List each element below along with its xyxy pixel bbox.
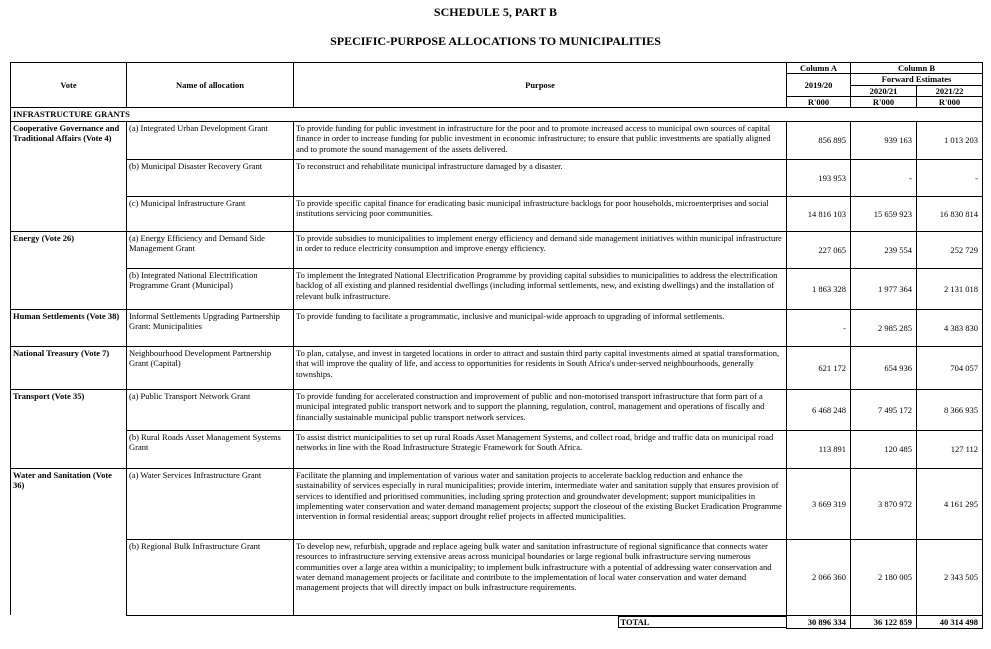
- allocation-name: Informal Settlements Upgrading Partnership Grant: Municipalities: [127, 309, 294, 346]
- vote-cell: National Treasury (Vote 7): [11, 346, 127, 389]
- header-name: Name of allocation: [127, 63, 294, 108]
- total-2020-21: 36 122 859: [851, 615, 917, 628]
- value-2020-21: 3 870 972: [851, 468, 917, 539]
- vote-cell: Human Settlements (Vote 38): [11, 309, 127, 346]
- total-2019-20: 30 896 334: [787, 615, 851, 628]
- value-2021-22: 16 830 814: [917, 196, 983, 231]
- value-2019-20: 856 895: [787, 121, 851, 159]
- total-2021-22: 40 314 498: [917, 615, 983, 628]
- allocation-name: (b) Integrated National Electrification Programme Grant (Municipal): [127, 268, 294, 309]
- value-2021-22: 127 112: [917, 430, 983, 468]
- header-column-b: Column B: [851, 63, 983, 74]
- vote-cell: [11, 539, 127, 615]
- allocation-name: (a) Energy Efficiency and Demand Side Management Grant: [127, 231, 294, 268]
- value-2021-22: 2 131 018: [917, 268, 983, 309]
- vote-cell: Energy (Vote 26): [11, 231, 127, 268]
- table-row: [11, 309, 983, 346]
- allocation-purpose: To reconstruct and rehabilitate municipal infrastructure damaged by a disaster.: [294, 159, 787, 196]
- value-2020-21: 2 985 285: [851, 309, 917, 346]
- value-2019-20: 14 816 103: [787, 196, 851, 231]
- table-row: [11, 346, 983, 389]
- table-row: [11, 430, 983, 468]
- value-2020-21: 120 485: [851, 430, 917, 468]
- vote-cell: [11, 159, 127, 196]
- vote-cell: [11, 430, 127, 468]
- table-row: [11, 539, 983, 615]
- allocation-name: (b) Rural Roads Asset Management Systems Grant: [127, 430, 294, 468]
- value-2021-22: 4 383 830: [917, 309, 983, 346]
- value-2020-21: 939 163: [851, 121, 917, 159]
- header-year-b2: 2021/22: [917, 85, 983, 96]
- value-2021-22: 2 343 505: [917, 539, 983, 615]
- value-2020-21: -: [851, 159, 917, 196]
- allocation-name: Neighbourhood Development Partnership Grant (Capital): [127, 346, 294, 389]
- allocation-name: (c) Municipal Infrastructure Grant: [127, 196, 294, 231]
- table-row: [11, 268, 983, 309]
- value-2021-22: 1 013 203: [917, 121, 983, 159]
- table-row: [11, 159, 983, 196]
- header-column-a: Column A: [787, 63, 851, 74]
- allocation-name: (b) Municipal Disaster Recovery Grant: [127, 159, 294, 196]
- allocation-purpose: To implement the Integrated National Electrification Programme by providing capital subsidies to municipalities to address the electrification backlog of all existing and planned residential dwellings (including informal settlements, new, and existing dwellings) and the installation of relevant bulk infrastructure.: [294, 268, 787, 309]
- header-unit-a: R'000: [787, 97, 851, 108]
- value-2019-20: 193 953: [787, 159, 851, 196]
- allocation-purpose: Facilitate the planning and implementation of various water and sanitation projects to accelerate backlog reduction and enhance the sustainability of services especially in rural municipalities; provide interim, intermediate water and sanitation supply that ensures provision of services to identified and prioritised communities, including spring protection and groundwater development; support municipalities in implementing water conservation and water demand management projects; support the closeout of the existing Bucket Eradication Programme intervention in formal residential areas; support drought relief projects in affected municipalities.: [294, 468, 787, 539]
- table-row: [11, 121, 983, 159]
- vote-cell: Transport (Vote 35): [11, 389, 127, 430]
- table-row: [11, 196, 983, 231]
- table-row: [11, 389, 983, 430]
- header-unit-b2: R'000: [917, 97, 983, 108]
- allocation-name: (a) Public Transport Network Grant: [127, 389, 294, 430]
- table-row: [11, 468, 983, 539]
- header-year-b1: 2020/21: [851, 85, 917, 96]
- value-2020-21: 15 659 923: [851, 196, 917, 231]
- value-2020-21: 654 936: [851, 346, 917, 389]
- value-2019-20: 2 066 360: [787, 539, 851, 615]
- value-2021-22: 8 366 935: [917, 389, 983, 430]
- header-unit-b1: R'000: [851, 97, 917, 108]
- vote-cell: Water and Sanitation (Vote 36): [11, 468, 127, 539]
- vote-cell: [11, 268, 127, 309]
- allocation-purpose: To provide funding for accelerated construction and improvement of public and non-motorised transport infrastructure that form part of a municipal integrated public transport network and to support the planning, regulation, control, management and operations of fiscally and financially sustainable municipal public transport network services.: [294, 389, 787, 430]
- total-label: TOTAL: [618, 616, 787, 628]
- allocation-purpose: To plan, catalyse, and invest in targeted locations in order to attract and sustain third party capital investments aimed at spatial transformation, that will improve the quality of life, and access to opportunities for residents in South Africa's under-served neighbourhoods, generally townships.: [294, 346, 787, 389]
- value-2019-20: 227 065: [787, 231, 851, 268]
- value-2021-22: 252 729: [917, 231, 983, 268]
- section-label: INFRASTRUCTURE GRANTS: [11, 108, 983, 121]
- value-2020-21: 239 554: [851, 231, 917, 268]
- allocation-purpose: To provide subsidies to municipalities to implement energy efficiency and demand side management initiatives within municipal infrastructure in order to reduce electricity consumption and improve energy efficiency.: [294, 231, 787, 268]
- allocation-name: (b) Regional Bulk Infrastructure Grant: [127, 539, 294, 615]
- value-2021-22: 4 161 295: [917, 468, 983, 539]
- header-vote: Vote: [11, 63, 127, 108]
- value-2019-20: 6 468 248: [787, 389, 851, 430]
- vote-cell: [11, 196, 127, 231]
- allocations-table: [10, 62, 983, 629]
- allocation-purpose: To provide specific capital finance for eradicating basic municipal infrastructure backlogs for poor households, microenterprises and social institutions servicing poor communities.: [294, 196, 787, 231]
- header-forward-estimates: Forward Estimates: [851, 74, 983, 85]
- vote-cell: Cooperative Governance and Traditional Affairs (Vote 4): [11, 121, 127, 159]
- allocation-purpose: To assist district municipalities to set up rural Roads Asset Management Systems, and collect road, bridge and traffic data on municipal road networks in line with the Road Infrastructure Strategic Framework for South Africa.: [294, 430, 787, 468]
- value-2019-20: 1 863 328: [787, 268, 851, 309]
- allocation-purpose: To provide funding for public investment in infrastructure for the poor and to promote increased access to municipal own sources of capital finance in order to increase funding for public investment in economic infrastructure; to ensure that public investments are spatially aligned and to promote the sound management of the assets delivered.: [294, 121, 787, 159]
- value-2019-20: 113 891: [787, 430, 851, 468]
- value-2020-21: 7 495 172: [851, 389, 917, 430]
- schedule-subtitle: SPECIFIC-PURPOSE ALLOCATIONS TO MUNICIPALITIES: [330, 34, 661, 48]
- value-2019-20: 3 669 319: [787, 468, 851, 539]
- value-2021-22: -: [917, 159, 983, 196]
- value-2020-21: 1 977 364: [851, 268, 917, 309]
- total-row: [11, 615, 983, 628]
- allocation-purpose: To develop new, refurbish, upgrade and replace ageing bulk water and sanitation infrastructure of regional significance that connects water resources to infrastructure serving extensive areas across municipal boundaries or large regional bulk infrastructure serving numerous communities over a large area within a municipality; to implement bulk infrastructure with a potential of addressing water conservation and water demand management projects or facilitate and contribute to the implementation of local water conservation and water demand management projects that will directly impact on bulk infrastructure requirements.: [294, 539, 787, 615]
- value-2019-20: 621 172: [787, 346, 851, 389]
- allocation-name: (a) Water Services Infrastructure Grant: [127, 468, 294, 539]
- header-purpose: Purpose: [294, 63, 787, 108]
- allocation-name: (a) Integrated Urban Development Grant: [127, 121, 294, 159]
- header-year-a: 2019/20: [787, 74, 851, 97]
- allocation-purpose: To provide funding to facilitate a programmatic, inclusive and municipal-wide approach to upgrading of informal settlements.: [294, 309, 787, 346]
- value-2019-20: -: [787, 309, 851, 346]
- value-2020-21: 2 180 005: [851, 539, 917, 615]
- schedule-title: SCHEDULE 5, PART B: [433, 5, 558, 19]
- value-2021-22: 704 057: [917, 346, 983, 389]
- table-row: [11, 231, 983, 268]
